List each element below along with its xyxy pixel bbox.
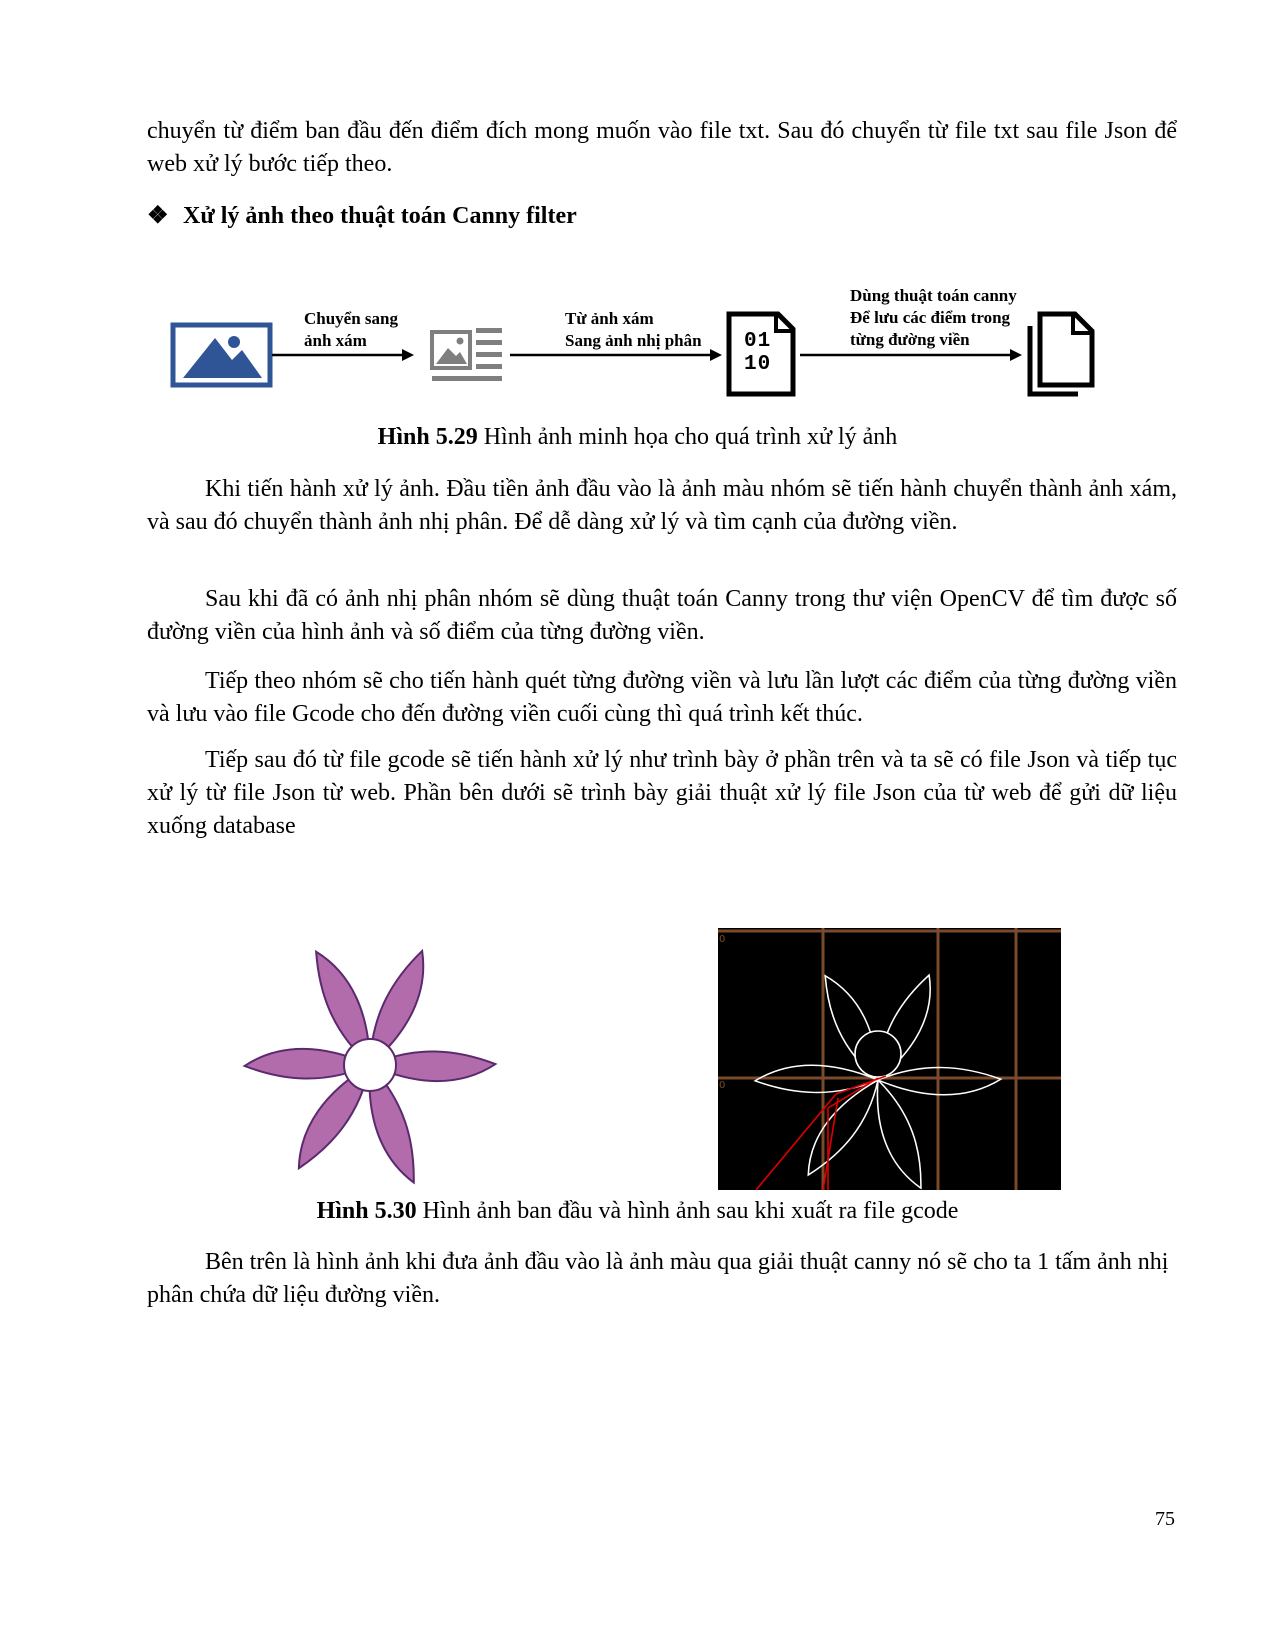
files-icon — [1030, 314, 1092, 394]
paragraph-2: Khi tiến hành xử lý ảnh. Đầu tiền ảnh đầu vào là ảnh màu nhóm sẽ tiến hành chuyển thành ảnh xám, và sau đó chuyển thành ảnh nhị phân. Để dễ dàng xử lý và tìm cạnh của đường viền. — [147, 476, 1177, 535]
grayscale-document-icon — [432, 328, 502, 381]
paragraph-6: Bên trên là hình ảnh khi đưa ảnh đầu vào là ảnh màu qua giải thuật canny nó sẽ cho ta 1 tấm ảnh nhị phân chứa dữ liệu đường viền. — [147, 1249, 1169, 1308]
process-flow-diagram — [170, 286, 1150, 420]
figure-caption-text: Hình ảnh minh họa cho quá trình xử lý ảnh — [477, 424, 898, 450]
paragraph-4: Tiếp theo nhóm sẽ cho tiến hành quét từng đường viền và lưu lần lượt các điểm của từng đường viền và lưu vào file Gcode cho đến đường viền cuối cùng thì quá trình kết thúc. — [147, 668, 1177, 727]
figure-caption-text: Hình ảnh ban đầu và hình ảnh sau khi xuất ra file gcode — [416, 1198, 959, 1224]
paragraph-intro: chuyển từ điểm ban đầu đến điểm đích mong muốn vào file txt. Sau đó chuyển từ file txt sau file Json để web xử lý bước tiếp theo. — [147, 118, 1177, 177]
figure-caption-5-29 — [0, 424, 1275, 451]
gcode-output-plot — [718, 928, 1061, 1190]
paragraph-3: Sau khi đã có ảnh nhị phân nhóm sẽ dùng thuật toán Canny trong thư viện OpenCV để tìm được số đường viền của hình ảnh và số điểm của từng đường viền. — [147, 586, 1177, 645]
figure-caption-5-30 — [0, 1198, 1275, 1225]
color-image-icon — [173, 325, 270, 385]
diamond-bullet-icon: ❖ — [147, 203, 169, 229]
binary-digits-top: 01 — [744, 330, 772, 353]
page-number: 75 — [1155, 1508, 1175, 1530]
flow-label-step1: Chuyển sang ảnh xám — [304, 309, 399, 350]
paragraph-5: Tiếp sau đó từ file gcode sẽ tiến hành xử lý như trình bày ở phần trên và ta sẽ có file Json và tiếp tục xử lý từ file Json từ web. Phần bên dưới sẽ trình bày giải thuật xử lý file Json của từ web để gửi dữ liệu xuống database — [147, 747, 1177, 839]
flower-original-image — [218, 925, 523, 1205]
section-heading-text: Xử lý ảnh theo thuật toán Canny filter — [183, 203, 577, 229]
figure-number: Hình 5.30 — [316, 1198, 417, 1224]
tick-label-top: 0 — [719, 934, 726, 945]
section-heading — [147, 201, 577, 230]
tick-label-middle: 0 — [719, 1080, 726, 1091]
binary-digits-bottom: 10 — [744, 353, 772, 376]
flow-label-step3: Dùng thuật toán canny Để lưu các điểm trong từng đường viền — [850, 286, 1017, 349]
flow-label-step2: Từ ảnh xám Sang ảnh nhị phân — [565, 309, 702, 350]
figure-number: Hình 5.29 — [377, 424, 478, 450]
